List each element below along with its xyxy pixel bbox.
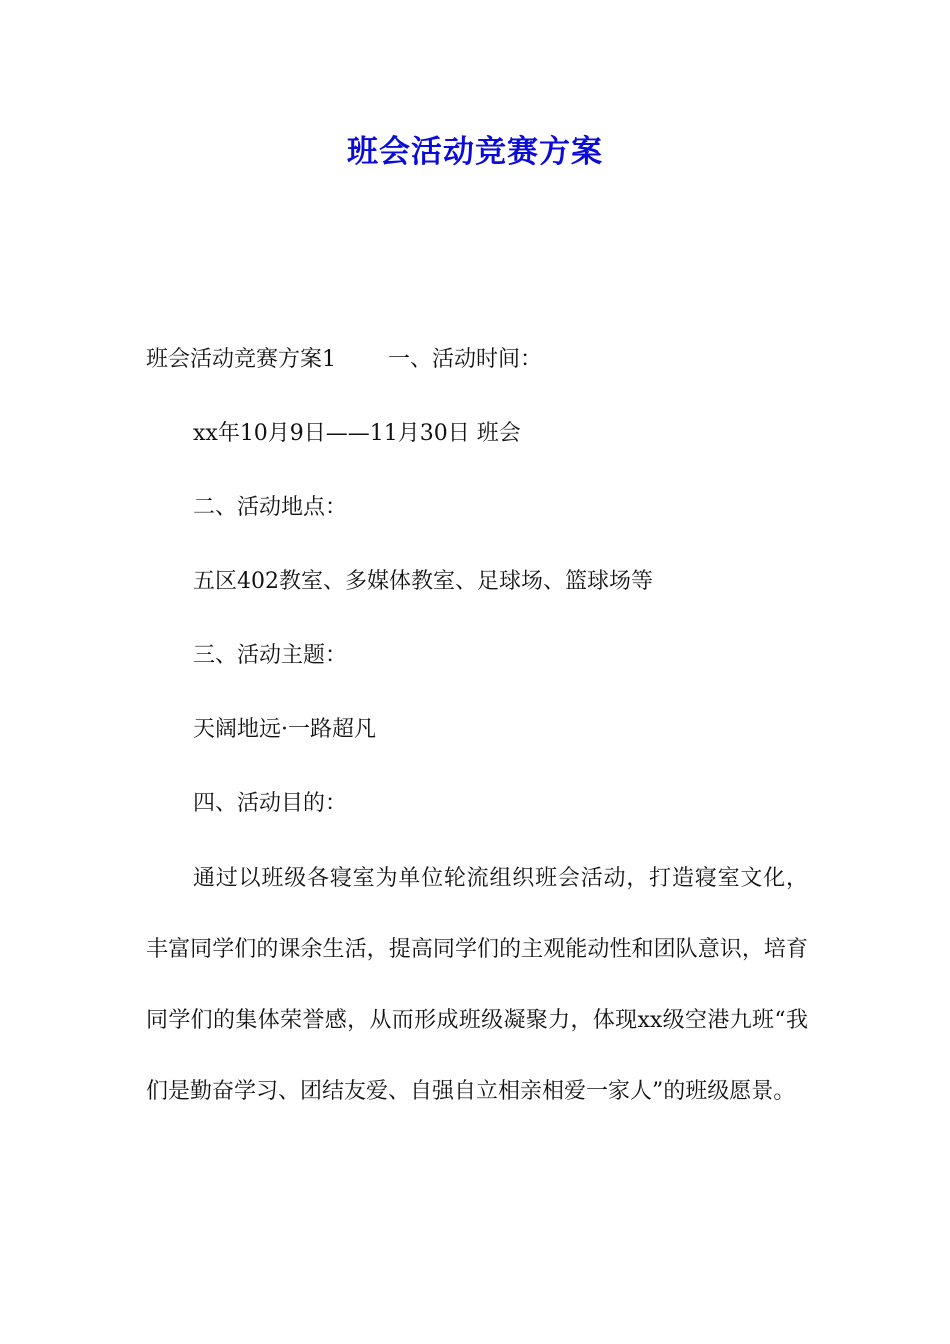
plan-label: 班会活动竞赛方案1 (146, 347, 336, 372)
document-title: 班会活动竞赛方案 (347, 134, 603, 170)
section1-heading: 一、活动时间： (388, 347, 543, 372)
section4-heading: 四、活动目的： (193, 791, 348, 816)
section1-content: xx年10月9日——11月30日 班会 (193, 421, 521, 446)
section4-paragraph: 通过以班级各寝室为单位轮流组织班会活动，打造寝室文化，丰富同学们的课余生活，提高同学们的主观能动性和团队意识，培育同学们的集体荣誉感，从而形成班级凝聚力，体现xx级空港九班“我们是勤奋学习、团结友爱、自强自立相亲相爱一家人”的班级愿景。 (146, 866, 808, 1104)
section2-heading: 二、活动地点： (193, 495, 348, 520)
section2-content: 五区402教室、多媒体教室、足球场、篮球场等 (193, 569, 653, 594)
section3-content: 天阔地远·一路超凡 (193, 717, 376, 742)
section3-heading: 三、活动主题： (193, 643, 348, 668)
first-line (146, 336, 808, 410)
document-body (146, 336, 808, 1127)
